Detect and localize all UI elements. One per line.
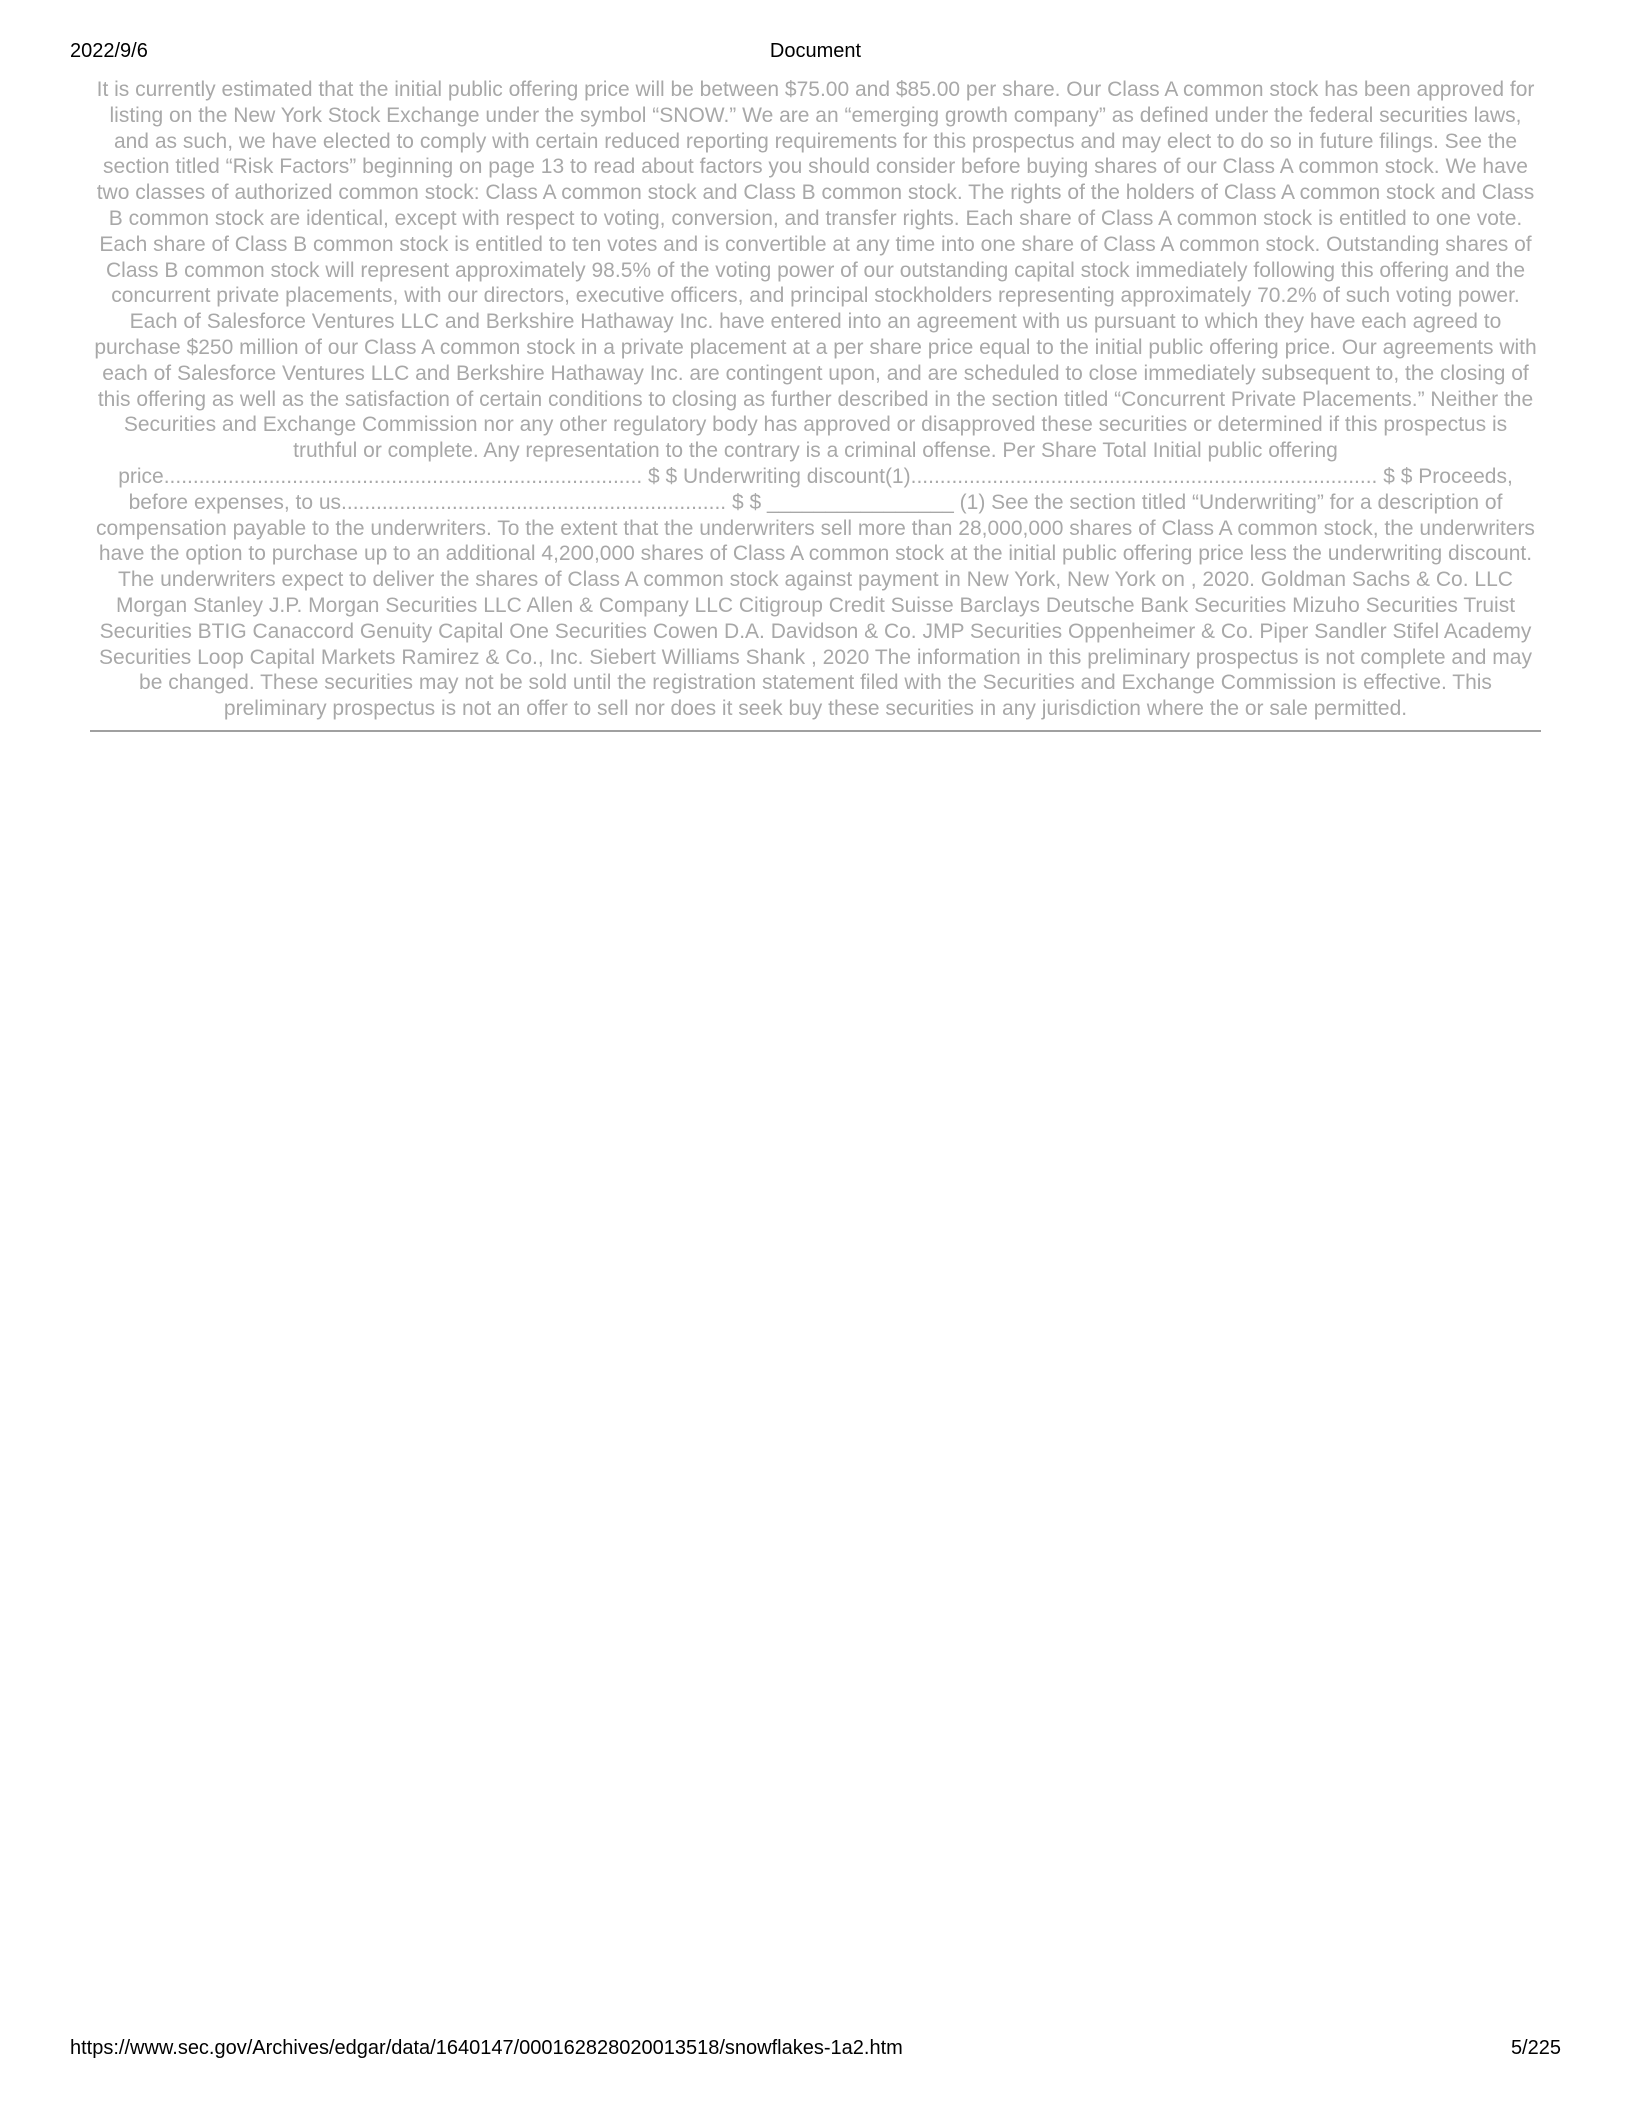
prospectus-cover-paragraph: It is currently estimated that the initial public offering price will be between $75.00 and $85.00 per share. Our Class A common stock has been approved for listing on the New York Stock Exchange under the symbol “SNOW.” We are an “emerging growth company” as defined under the federal securities laws, and as such, we have elected to comply with certain reduced reporting requirements for this prospectus and may elect to do so in future filings. See the section titled “Risk Factors” beginning on page 13 to read about factors you should consider before buying shares of our Class A common stock. We have two classes of authorized common stock: Class A common stock and Class B common stock. The rights of the holders of Class A common stock and Class B common stock are identical, except with respect to voting, conversion, and transfer rights. Each share of Class A common stock is entitled to one vote. Each share of Class B common stock is entitled to ten votes and is convertible at any time into one share of Class A common stock. Outstanding shares of Class B common stock will represent approximately 98.5% of the voting power of our outstanding capital stock immediately following this offering and the concurrent private placements, with our directors, executive officers, and principal stockholders representing approximately 70.2% of such voting power. Each of Salesforce Ventures LLC and Berkshire Hathaway Inc. have entered into an agreement with us pursuant to which they have each agreed to purchase $250 million of our Class A common stock in a private placement at a per share price equal to the initial public offering price. Our agreements with each of Salesforce Ventures LLC and Berkshire Hathaway Inc. are contingent upon, and are scheduled to close immediately subsequent to, the closing of this offering as well as the satisfaction of certain conditions to closing as further described in the section titled “Concurrent Private Placements.” Neither the Securities and Exchange Commission nor any other regulatory body has approved or disapproved these securities or determined if this prospectus is truthful or complete. Any representation to the contrary is a criminal offense. Per Share Total Initial public offering price.................................................................................. $ $ Underwriting discount(1)................................................................................ $ $ Proceeds, before expenses, to us.................................................................. $ $ ________________ (1) See the section titled “Underwriting” for a description of compensation payable to the underwriters. To the extent that the underwriters sell more than 28,000,000 shares of Class A common stock, the underwriters have the option to purchase up to an additional 4,200,000 shares of Class A common stock at the initial public offering price less the underwriting discount. The underwriters expect to deliver the shares of Class A common stock against payment in New York, New York on , 2020. Goldman Sachs & Co. LLC Morgan Stanley J.P. Morgan Securities LLC Allen & Company LLC Citigroup Credit Suisse Barclays Deutsche Bank Securities Mizuho Securities Truist Securities BTIG Canaccord Genuity Capital One Securities Cowen D.A. Davidson & Co. JMP Securities Oppenheimer & Co. Piper Sandler Stifel Academy Securities Loop Capital Markets Ramirez & Co., Inc. Siebert Williams Shank , 2020 The information in this preliminary prospectus is not complete and may be changed. These securities may not be sold until the registration statement filed with the Securities and Exchange Commission is effective. This preliminary prospectus is not an offer to sell nor does it seek buy these securities in any jurisdiction where the or sale permitted. <box>94 78 1537 721</box>
main-content <box>90 77 1541 732</box>
print-header <box>70 40 1561 66</box>
document-title: Document <box>769 40 862 62</box>
source-url: https://www.sec.gov/Archives/edgar/data/1640147/000162828020013518/snowflakes-1a2.htm <box>70 2037 903 2059</box>
horizontal-rule <box>90 730 1541 732</box>
page-number: 5/225 <box>1510 2037 1561 2059</box>
print-date: 2022/9/6 <box>70 40 148 62</box>
print-footer <box>70 2037 1561 2063</box>
